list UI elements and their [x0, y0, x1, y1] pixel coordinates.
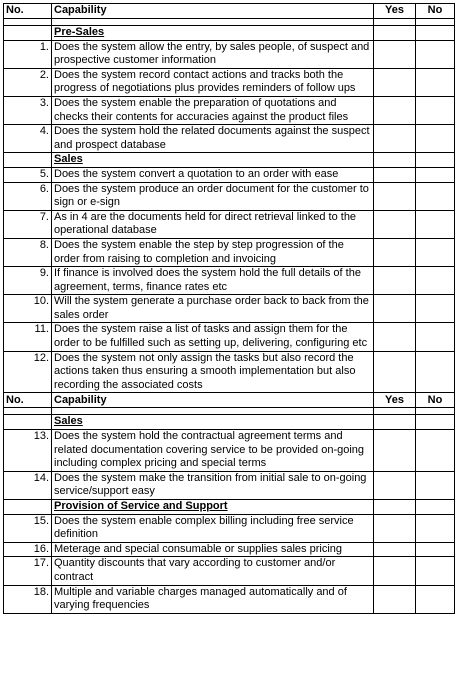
- table-row: [4, 238, 455, 266]
- item-number: 10.: [4, 295, 52, 323]
- table-row: [4, 125, 455, 153]
- item-number: 3.: [4, 96, 52, 124]
- item-number: 8.: [4, 238, 52, 266]
- section-row: [4, 153, 455, 168]
- item-number: 14.: [4, 471, 52, 499]
- yes-cell[interactable]: [374, 125, 416, 153]
- no-cell[interactable]: [416, 182, 455, 210]
- no-cell[interactable]: [416, 295, 455, 323]
- table-row: [4, 68, 455, 96]
- header-no: No.: [4, 4, 52, 19]
- table-row: [4, 295, 455, 323]
- spacer-row: [4, 19, 455, 26]
- table-row: [4, 430, 455, 472]
- header-no: No.: [4, 393, 52, 408]
- no-cell[interactable]: [416, 96, 455, 124]
- item-number: 16.: [4, 542, 52, 557]
- item-text: Quantity discounts that vary according to customer and/or contract: [52, 557, 374, 585]
- table-row: [4, 514, 455, 542]
- yes-cell[interactable]: [374, 238, 416, 266]
- no-cell[interactable]: [416, 238, 455, 266]
- yes-cell[interactable]: [374, 210, 416, 238]
- table-row: [4, 471, 455, 499]
- yes-cell[interactable]: [374, 167, 416, 182]
- section-row: [4, 415, 455, 430]
- item-text: Multiple and variable charges managed automatically and of varying frequencies: [52, 585, 374, 613]
- header-capability: Capability: [52, 393, 374, 408]
- item-text: Does the system hold the contractual agreement terms and related documentation covering service to be provided on-going including complex pricing and special terms: [52, 430, 374, 472]
- item-number: 15.: [4, 514, 52, 542]
- no-cell[interactable]: [416, 351, 455, 393]
- yes-cell[interactable]: [374, 585, 416, 613]
- item-number: 9.: [4, 267, 52, 295]
- header-no-column: No: [416, 4, 455, 19]
- item-text: Does the system enable the preparation of quotations and checks their contents for accuracies against the product files: [52, 96, 374, 124]
- section-row: [4, 26, 455, 41]
- item-text: Does the system record contact actions and tracks both the progress of negotiations plus provides reminders of follow ups: [52, 68, 374, 96]
- yes-cell[interactable]: [374, 267, 416, 295]
- item-number: 17.: [4, 557, 52, 585]
- item-number: 11.: [4, 323, 52, 351]
- table-row: [4, 351, 455, 393]
- no-cell[interactable]: [416, 267, 455, 295]
- section-title-sales: Sales: [52, 153, 374, 168]
- no-cell[interactable]: [416, 210, 455, 238]
- section-title-provision-of-service: Provision of Service and Support: [52, 500, 374, 515]
- yes-cell[interactable]: [374, 430, 416, 472]
- no-cell[interactable]: [416, 514, 455, 542]
- header-row: [4, 4, 455, 19]
- table-row: [4, 210, 455, 238]
- table-row: [4, 557, 455, 585]
- header-no-column: No: [416, 393, 455, 408]
- capability-table-body: [4, 4, 455, 614]
- item-number: 4.: [4, 125, 52, 153]
- item-text: Does the system produce an order document for the customer to sign or e-sign: [52, 182, 374, 210]
- item-number: 2.: [4, 68, 52, 96]
- table-row: [4, 96, 455, 124]
- no-cell[interactable]: [416, 40, 455, 68]
- table-row: [4, 40, 455, 68]
- item-text: If finance is involved does the system hold the full details of the agreement, terms, finance rates etc: [52, 267, 374, 295]
- yes-cell[interactable]: [374, 514, 416, 542]
- item-text: Does the system raise a list of tasks and assign them for the order to be fulfilled such as setting up, delivering, configuring etc: [52, 323, 374, 351]
- item-text: Does the system allow the entry, by sales people, of suspect and prospective customer information: [52, 40, 374, 68]
- table-row: [4, 267, 455, 295]
- header-capability: Capability: [52, 4, 374, 19]
- item-text: Will the system generate a purchase order back to back from the sales order: [52, 295, 374, 323]
- section-title-sales: Sales: [52, 415, 374, 430]
- yes-cell[interactable]: [374, 295, 416, 323]
- yes-cell[interactable]: [374, 542, 416, 557]
- header-yes: Yes: [374, 4, 416, 19]
- item-text: Does the system not only assign the tasks but also record the actions taken thus ensuring a smooth implementation but also recording the associated costs: [52, 351, 374, 393]
- yes-cell[interactable]: [374, 68, 416, 96]
- item-number: 18.: [4, 585, 52, 613]
- item-text: Does the system hold the related documents against the suspect and prospect database: [52, 125, 374, 153]
- spacer-row: [4, 408, 455, 415]
- item-text: Does the system convert a quotation to an order with ease: [52, 167, 374, 182]
- item-number: 7.: [4, 210, 52, 238]
- yes-cell[interactable]: [374, 182, 416, 210]
- yes-cell[interactable]: [374, 557, 416, 585]
- yes-cell[interactable]: [374, 351, 416, 393]
- header-yes: Yes: [374, 393, 416, 408]
- no-cell[interactable]: [416, 557, 455, 585]
- no-cell[interactable]: [416, 542, 455, 557]
- table-row: [4, 167, 455, 182]
- item-number: 12.: [4, 351, 52, 393]
- section-title-pre-sales: Pre-Sales: [52, 26, 374, 41]
- no-cell[interactable]: [416, 125, 455, 153]
- table-row: [4, 323, 455, 351]
- item-text: As in 4 are the documents held for direct retrieval linked to the operational database: [52, 210, 374, 238]
- table-row: [4, 542, 455, 557]
- no-cell[interactable]: [416, 167, 455, 182]
- section-row: [4, 500, 455, 515]
- yes-cell[interactable]: [374, 40, 416, 68]
- yes-cell[interactable]: [374, 471, 416, 499]
- no-cell[interactable]: [416, 471, 455, 499]
- no-cell[interactable]: [416, 430, 455, 472]
- header-row: [4, 393, 455, 408]
- yes-cell[interactable]: [374, 96, 416, 124]
- item-number: 13.: [4, 430, 52, 472]
- item-number: 1.: [4, 40, 52, 68]
- item-text: Does the system enable the step by step progression of the order from raising to completion and invoicing: [52, 238, 374, 266]
- item-text: Does the system enable complex billing including free service definition: [52, 514, 374, 542]
- no-cell[interactable]: [416, 585, 455, 613]
- no-cell[interactable]: [416, 68, 455, 96]
- table-row: [4, 585, 455, 613]
- item-text: Does the system make the transition from initial sale to on-going service/support easy: [52, 471, 374, 499]
- table-row: [4, 182, 455, 210]
- capability-table: [3, 3, 455, 614]
- item-text: Meterage and special consumable or supplies sales pricing: [52, 542, 374, 557]
- no-cell[interactable]: [416, 323, 455, 351]
- item-number: 5.: [4, 167, 52, 182]
- item-number: 6.: [4, 182, 52, 210]
- yes-cell[interactable]: [374, 323, 416, 351]
